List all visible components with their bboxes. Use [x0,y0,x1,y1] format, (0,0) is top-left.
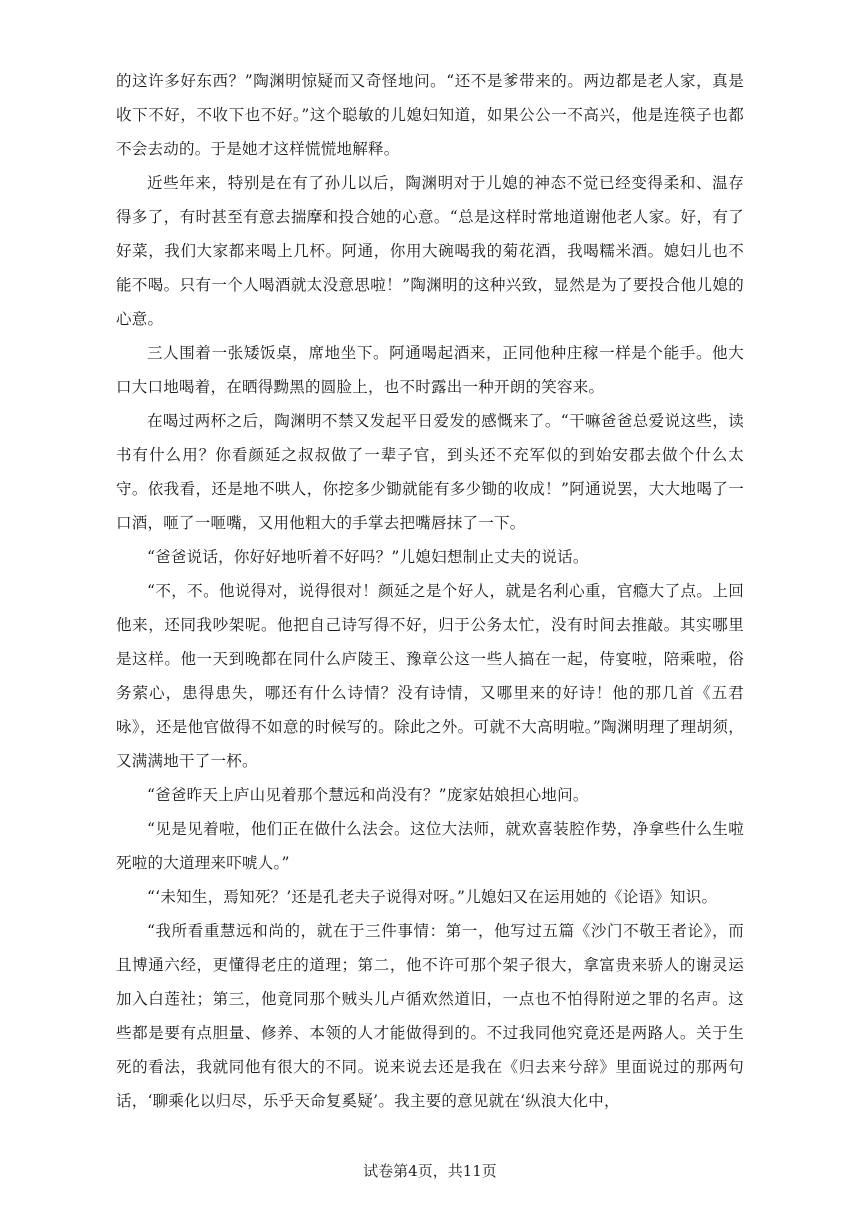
paragraph-8: “见是见着啦，他们正在做什么法会。这位大法师，就欢喜装腔作势，净拿些什么生啦死啦的大道理来吓唬人。” [116,820,744,872]
paragraph-7: “爸爸昨天上庐山见着那个慧远和尚没有？”庞家姑娘担心地问。 [147,786,589,804]
paragraph-9: “‘未知生，焉知死？’还是孔老夫子说得对呀。”儿媳妇又在运用她的《论语》知识。 [147,888,718,906]
page-footer: 试卷第4页，共11页 [363,1162,497,1180]
paragraph-1: 的这许多好东西？”陶渊明惊疑而又奇怪地问。“还不是爹带来的。两边都是老人家，真是收下不好，不收下也不好。”这个聪敏的儿媳妇知道，如果公公一不高兴，他是连筷子也都不会去动的。于是她才这样慌慌地解释。 [116,72,744,158]
paragraph-2: 近些年来，特别是在有了孙儿以后，陶渊明对于儿媳的神态不觉已经变得柔和、温存得多了，有时甚至有意去揣摩和投合她的心意。“总是这样时常地道谢他老人家。好，有了好菜，我们大家都来喝上几杯。阿通，你用大碗喝我的菊花酒，我喝糯米酒。媳妇儿也不能不喝。只有一个人喝酒就太没意思啦！”陶渊明的这种兴致，显然是为了要投合他儿媳的心意。 [116,174,744,328]
paragraph-3: 三人围着一张矮饭桌，席地坐下。阿通喝起酒来，正同他种庄稼一样是个能手。他大口大口地喝着，在晒得黝黑的圆脸上，也不时露出一种开朗的笑容来。 [116,344,744,396]
paragraph-10: “我所看重慧远和尚的，就在于三件事情：第一，他写过五篇《沙门不敬王者论》，而且博通六经，更懂得老庄的道理；第二，他不许可那个架子很大，拿富贵来骄人的谢灵运加入白莲社；第三，他竟同那个贼头儿卢循欢然道旧，一点也不怕得附逆之罪的名声。这些都是要有点胆量、修养、本领的人才能做得到的。不过我同他究竟还是两路人。关于生死的看法，我就同他有很大的不同。说来说去还是我在《归去来兮辞》里面说过的那两句话，‘聊乘化以归尽，乐乎天命复奚疑’。我主要的意见就在‘纵浪大化中， [116,922,744,1110]
paragraph-6: “不，不。他说得对，说得很对！颜延之是个好人，就是名利心重，官瘾大了点。上回他来，还同我吵架呢。他把自己诗写得不好，归于公务太忙，没有时间去推敲。其实哪里是这样。他一天到晚都在同什么庐陵王、豫章公这一些人搞在一起，侍宴啦，陪乘啦，俗务萦心，患得患失，哪还有什么诗情？没有诗情，又哪里来的好诗！他的那几首《五君咏》，还是他官做得不如意的时候写的。除此之外。可就不大高明啦。”陶渊明理了理胡须，又满满地干了一杯。 [116,582,744,770]
article-body [116,64,744,1118]
paragraph-4: 在喝过两杯之后，陶渊明不禁又发起平日爱发的感慨来了。“干嘛爸爸总爱说这些，读书有什么用？你看颜延之叔叔做了一辈子官，到头还不充军似的到始安郡去做个什么太守。依我看，还是地不哄人，你挖多少锄就能有多少锄的收成！”阿通说罢，大大地喝了一口酒，咂了一咂嘴，又用他粗大的手掌去把嘴唇抹了一下。 [116,412,744,532]
paragraph-5: “爸爸说话，你好好地听着不好吗？”儿媳妇想制止丈夫的说话。 [147,548,589,566]
